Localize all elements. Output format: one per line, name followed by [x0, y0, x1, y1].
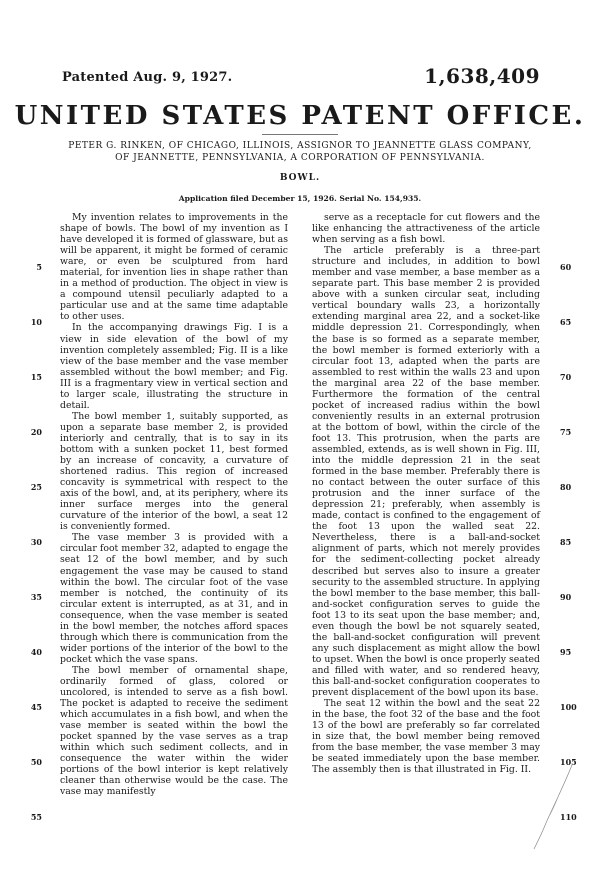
- line-number: 65: [560, 317, 572, 327]
- page-title: UNITED STATES PATENT OFFICE.: [14, 101, 586, 131]
- line-number: 60: [560, 262, 572, 272]
- line-number: 85: [560, 537, 572, 547]
- line-number: 35: [30, 592, 42, 602]
- line-number: 110: [560, 812, 577, 822]
- left-column: [60, 212, 288, 797]
- line-number: 100: [560, 702, 577, 712]
- title-divider: [262, 134, 338, 135]
- line-number: 5: [36, 262, 42, 272]
- line-number: 55: [30, 812, 42, 822]
- line-number: 50: [30, 757, 42, 767]
- line-number: 70: [560, 372, 572, 382]
- left-paragraph: My invention relates to improvements in the shape of bowls. The bowl of my invention as I have developed it is formed of glassware, but as will be apparent, it might be formed of ceramic ware, or even be sculptured from hard material, for invention lies in shape rather than in a method of production. The object in view is a compound utensil peculiarly adapted to a particular use and at the same time adaptable to other uses.: [60, 212, 288, 323]
- handwritten-mark: [528, 757, 578, 857]
- subject-heading: BOWL.: [279, 173, 321, 183]
- right-column: [312, 212, 540, 775]
- inventor-line-1: PETER G. RINKEN, OF CHICAGO, ILLINOIS, ASSIGNOR TO JEANNETTE GLASS COMPANY,: [68, 141, 532, 151]
- right-paragraph: serve as a receptacle for cut flowers and the like enhancing the attractiveness of the article when serving as a fish bowl.: [312, 212, 540, 246]
- line-number: 15: [30, 372, 42, 382]
- line-number: 75: [560, 427, 572, 437]
- line-number: 25: [30, 482, 42, 492]
- right-paragraph: The article preferably is a three-part structure and includes, in addition to bowl member and vase member, a base member as a separate part. This base member 2 is provided above with a sunken circular seat, including vertical boundary walls 23, a horizontally extending marginal area 22, and a socket-like middle depression 21. Correspondingly, when the base is so formed as a separate member, the bowl member is formed exteriorly with a circular foot 13, adapted when the parts are assembled to rest within the walls 23 and upon the marginal area 22 of the base member. Furthermore the formation of the central pocket of increased radius within the bowl conveniently results in an external protrusion at the bottom of bowl, within the circle of the foot 13. This protrusion, when the parts are assembled, extends, as is well shown in Fig. III, into the middle depression 21 in the seat formed in the base member. Preferably there is no contact between the outer surface of this protrusion and the inner surface of the depression 21; preferably, when assembly is made, contact is confined to the engagement of the foot 13 upon the walled seat 22. Nevertheless, there is a ball-and-socket alignment of parts, which not merely provides for the sediment-collecting pocket already described but serves also to insure a greater security to the assembled structure. In applying the bowl member to the base member, this ball-and-socket configuration serves to guide the foot 13 to its seat upon the base member; and, even though the bowl be not squarely seated, the ball-and-socket configuration will prevent any such displacement as might allow the bowl to upset. When the bowl is once properly seated and filled with water, and so rendered heavy, this ball-and-socket configuration cooperates to prevent displacement of the bowl upon its base.: [312, 245, 540, 699]
- line-number: 105: [560, 757, 577, 767]
- patented-date: Patented Aug. 9, 1927.: [62, 70, 233, 85]
- right-paragraph: The seat 12 within the bowl and the seat 22 in the base, the foot 32 of the base and the foot 13 of the bowl are preferably so far correlated in size that, the bowl member being removed from the base member, the vase member 3 may be seated immediately upon the base member. The assembly then is that illustrated in Fig. II.: [312, 698, 540, 776]
- line-number: 95: [560, 647, 572, 657]
- left-paragraph: The bowl member 1, suitably supported, as upon a separate base member 2, is provided interiorly and centrally, that is to say in its bottom with a sunken pocket 11, best formed by an increase of concavity, a curvature of shortened radius. This region of increased concavity is symmetrical with respect to the axis of the bowl, and, at its periphery, where its inner surface merges into the general curvature of the interior of the bowl, a seat 12 is conveniently formed.: [60, 410, 288, 533]
- line-number: 80: [560, 482, 572, 492]
- inventor-line-2: OF JEANNETTE, PENNSYLVANIA, A CORPORATION OF PENNSYLVANIA.: [115, 153, 485, 163]
- line-number: 45: [30, 702, 42, 712]
- line-number: 40: [30, 647, 42, 657]
- left-paragraph: The bowl member of ornamental shape, ordinarily formed of glass, colored or uncolored, is intended to serve as a fish bowl. The pocket is adapted to receive the sediment which accumulates in a fish bowl, and when the vase member is seated within the bowl the pocket spanned by the vase serves as a trap within which such sediment collects, and in consequence the water within the wider portions of the bowl interior is kept relatively cleaner than otherwise would be the case. The vase may manifestly: [60, 664, 288, 798]
- patent-number: 1,638,409: [424, 64, 540, 88]
- application-line: Application filed December 15, 1926. Serial No. 154,935.: [178, 194, 422, 203]
- left-paragraph: The vase member 3 is provided with a circular foot member 32, adapted to engage the seat 12 of the bowl member, and by such engagement the vase may be caused to stand within the bowl. The circular foot of the vase member is notched, the continuity of its circular extent is interrupted, as at 31, and in consequence, when the vase member is seated in the bowl member, the notches afford spaces through which there is communication from the wider portions of the interior of the bowl to the pocket which the vase spans.: [60, 532, 288, 665]
- line-number: 20: [30, 427, 42, 437]
- left-paragraph: In the accompanying drawings Fig. I is a view in side elevation of the bowl of my invention completely assembled; Fig. II is a like view of the base member and the vase member assembled without the bowl member; and Fig. III is a fragmentary view in vertical section and to larger scale, illustrating the structure in detail.: [60, 322, 288, 411]
- line-number: 90: [560, 592, 572, 602]
- line-number: 30: [30, 537, 42, 547]
- line-number: 10: [30, 317, 42, 327]
